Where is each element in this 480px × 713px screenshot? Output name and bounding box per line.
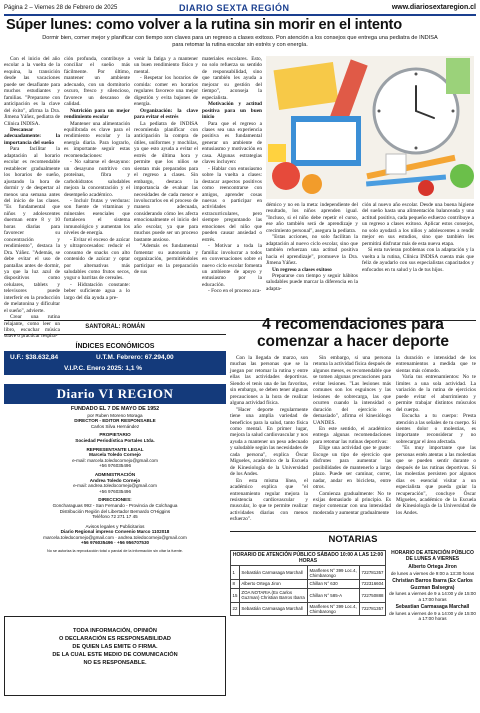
admin-name: Andrea Toledo Cornejo xyxy=(89,477,141,483)
article1-lead: Dormir bien, comer mejor y planificar con tiempo son claves para un regreso a clases exitoso. Pon atención a los consejos que entrega una pediatra de INDISA para retomar la rutina escolar sin estrés y con energía. xyxy=(42,35,438,48)
legal-email[interactable]: e-mail: marcela.toledocornejo@gmail.com xyxy=(72,457,158,463)
masthead-logo: Diario VI REGION xyxy=(4,384,226,404)
notice-line: DE QUIEN LAS EMITE O FIRMA. xyxy=(72,644,158,650)
indices-title: ÍNDICES ECONÓMICOS xyxy=(75,343,155,350)
paragraph: Para que el regreso a clases sea una experiencia positiva es fundamental generar un ambiente de entusiasmo y motivación en casa. Algunas estrategias claves incluyen: xyxy=(202,120,262,166)
paragraph: "Hacer deporte regularmente tiene una amplia variedad de beneficios para la salud, tanto física como mental. En primer lugar, mejora la salud cardiovascular y nos ayuda a mantener un peso adecuado y saludable según las necesidades de cada persona", explica Óscar Migueles, académico de la Escuela de Kinesiología de la Universidad de los Andes. xyxy=(230,406,308,478)
school-supplies-illustration xyxy=(266,56,474,199)
subheading: Nutrición para un mejor rendimiento escolar xyxy=(64,107,130,121)
legal-rep: Marcela Toledo Cornejo xyxy=(89,452,141,458)
notarias-divider xyxy=(230,531,476,532)
ads-label: Avisos legales y Publicitarios xyxy=(85,523,145,529)
table-row xyxy=(231,602,386,616)
paragraph: Prepararse con tiempo y seguir hábitos saludables puede marcar la diferencia en la adapta- xyxy=(266,272,358,292)
paragraph: - Hablar con entusiasmo sobre la vuelta a clases: destacar aspectos positivos como reencontrarse con amigos, aprender cosas nuevas o participar en actividades extracurriculares, pero siempre preguntando las emociones del niño que pueden causar ansiedad o estrés. xyxy=(202,165,262,243)
paragraph: - Hidratación constante: beber suficiente agua a lo largo del día ayuda a pre- xyxy=(64,281,130,301)
saturday-header: HORARIO DE ATENCIÓN PÚBLICO SÁBADO 10:00 A LAS 12:00 HORAS xyxy=(231,551,386,566)
paragraph: La pediatra de INDISA recomienda planificar con anticipación la compra de útiles, uniformes y mochilas, ya que esto ayuda a evitar el estrés de última hora y permite que los niños se sientan más preparados para el regreso a clases. Sin embargo, destaca la importancia de evaluar las necesidades de cada menor e involucrarlos en el proceso de manera adecuada, considerando cómo les afecta emocionalmente el inicio del año escolar, ya que para muchos puede ser un proceso bastante ansioso. xyxy=(134,120,198,243)
notary-name: Sebastián Carmasaga Marchall xyxy=(239,566,307,580)
weekday-hours: de lunes a viernes de 9 a 14:00 y de 15:00 a 17:00 horas xyxy=(389,610,476,622)
row-number: 15 xyxy=(231,588,240,602)
weekday-hours: de lunes a viernes de 9:00 a 13:30 horas xyxy=(390,570,475,576)
owner: Sociedad Periodística Portales Ltda. xyxy=(75,437,155,443)
newspaper-brand: DIARIO SEXTA REGIÓN xyxy=(179,3,290,13)
notary-name: Alberto Ortega Jiron xyxy=(239,580,307,589)
weekday-notary-name: Alberto Ortega Jiron xyxy=(408,564,457,571)
table-row xyxy=(231,566,386,580)
paragraph: Mantener una alimentación equilibrada es clave para el rendimiento escolar y la energía diaria. Para lograrlo, es importante seguir estas recomendaciones: xyxy=(64,120,130,159)
notice-line: TODA INFORMACIÓN, OPINIÓN xyxy=(73,628,157,634)
row-number: 22 xyxy=(231,602,240,616)
notarias-title: NOTARIAS xyxy=(328,534,378,545)
sidebar-divider xyxy=(4,334,226,335)
subheading: Organización: la clave para evitar el estrés xyxy=(134,107,198,121)
director: Carlos Silva Hernández xyxy=(90,423,140,429)
paragraph: En este sentido, el académico entrega algunas recomendaciones para retomar las rutinas deportivas: xyxy=(313,425,391,445)
founder: por Ruben Moreno Moraga xyxy=(87,412,143,418)
notice-line: O DECLARACIÓN ES RESPONSABILIDAD xyxy=(59,636,171,642)
notary-phone: 722781357 xyxy=(360,602,386,616)
notary-address: Manfleres N° 399 Loc.4, Chimbarongo xyxy=(308,602,360,616)
director-label: DIRECTOR - EDITOR RESPONSABLE xyxy=(74,418,156,424)
contact-emails[interactable]: marcela.toledocornejo@gmail.com · andrea.toledocornejo@gmail.com xyxy=(43,534,187,540)
page-date: Página 2 – Viernes 28 de Febrero de 2025 xyxy=(4,5,118,11)
weekday-header: HORARIO DE ATENCIÓN PÚBLICO DE LUNES A VIERNES xyxy=(391,550,474,563)
paragraph: "Estas acciones, no solo facilitan la adaptación al nuevo ciclo escolar, sino que también refuerzan una actitud positiva hacia el aprendizaje", promueve la Dra. Jimena Yáñez. xyxy=(266,234,358,267)
uf-value: U.F.: $38.632,84 xyxy=(10,354,59,361)
weekday-hours: de lunes a viernes de 9 a 14:00 y de 15:00 a 17:00 horas xyxy=(389,590,476,602)
legal-label: REPRESENTANTE LEGAL xyxy=(86,446,144,452)
indices-box xyxy=(4,351,226,375)
agreement: Diario Regional impreso Convenio Marco 1102018 xyxy=(60,529,170,535)
table-row xyxy=(231,580,386,589)
subheading: Descansar adecuadamente: la importancia del sueño xyxy=(4,126,60,146)
notary-address: Manfleres N° 399 Loc.4, Chimbarongo xyxy=(308,566,360,580)
article1-column-2 xyxy=(64,56,130,318)
notary-phone: 722316604 xyxy=(360,580,386,589)
notary-phone: 722781357 xyxy=(360,566,386,580)
notarias-weekday-box xyxy=(389,550,476,622)
paragraph: la duración e intensidad de los entrenamientos a medida que te sientas más cómodo. xyxy=(396,355,476,374)
paragraph: - Foco en el proceso aca- xyxy=(208,288,262,295)
contact-phones: +56 976035496 · +56 956707530 xyxy=(80,540,150,546)
ipc-value: V.I.P.C. Enero 2025: 1,1 % xyxy=(64,365,143,372)
newsroom-phone: Teléfono 72 271 17 45 xyxy=(92,514,138,520)
paragraph: Si esta tuvieran problemas con la adaptación y la vuelta a la rutina, Clínica INDISA cuenta más que feliz de ayudarlo con sus especialistas capacitados y enfocados en tu salud y la de tus hijos. xyxy=(362,247,474,273)
disclaimer: No se autoriza la reproducción total o parcial de la información sin citar la fuente. xyxy=(47,549,183,554)
distribution: Distribución Región del Libertador Bernardo O'Higgins xyxy=(59,508,171,514)
article1-column-1 xyxy=(4,56,60,340)
notary-address: Chillan N° 630 xyxy=(308,580,360,589)
paragraph: "Es muy importante que las personas estén atentas a las molestias que se pueden sentir durante o después de las rutinas deportivas. Si las molestias persisten por algunos días es esencial visitar a un especialista que pueda guiar la recuperación", concluye Óscar Migueles, académico de la Escuela de Kinesiología de la Universidad de los Andes. xyxy=(396,445,476,516)
notice-line: DE LA CUAL ESTE MEDIO DE COMUNICACIÓN xyxy=(52,652,178,658)
paragraph: venir la fatiga y a mantener un buen rendimiento físico y mental. xyxy=(134,56,198,75)
article1-headline: Súper lunes: como volver a la rutina sin morir en el intento xyxy=(6,17,402,33)
paragraph: Varía tus entrenamientos: No te limites a una sola actividad. La variación de la rutina de ejercicios puede evitar el aburrimiento y permite trabajar distintos músculos del cuerpo. xyxy=(396,374,476,413)
paragraph: Escucha a tu cuerpo: Presta atención a las señales de tu cuerpo. Si sientes dolor o molestias, es importante reconsiderar y no sobrecargar el área afectada. xyxy=(396,413,477,445)
paragraph: "Además es fundamental fomentar su autonomía y organización, permitiéndoles participar en la preparación de sus xyxy=(134,243,198,275)
notary-phone: 722750888 xyxy=(360,588,386,602)
notarias-saturday-table xyxy=(230,550,386,616)
paragraph: ción al nuevo año escolar. Desde una buena higiene del sueño hasta una alimentación balanceada y una actitud positiva, cada pequeño esfuerzo contribuye a un regreso a clases exitoso. Aplicar estos consejos, no solo ayudará a los niños y adolescentes a rendir mejor en sus estudios, sino que también les permitirá disfrutar más de esta nueva etapa. xyxy=(362,202,474,247)
paragraph: Con el inicio del año escolar a la vuelta de la esquina, la transición desde las vacaciones puede ser desafiante para muchos estudiantes y familias. "Prepararse con anticipación es la clave del éxito", afirma la Dra. Jimena Yáñez, pediatra de Clínica INDISA. xyxy=(4,56,60,127)
responsibility-notice xyxy=(4,616,226,696)
subheading: Motivación y actitud positiva para un buen inicio xyxy=(202,101,262,121)
article2-column-1 xyxy=(230,355,308,531)
masthead-staff xyxy=(4,407,226,555)
row-number: 8 xyxy=(231,580,240,589)
admin-phone: +56 976035496 xyxy=(98,488,132,494)
article1-column-3 xyxy=(134,56,198,318)
article2-column-2 xyxy=(313,355,391,531)
paragraph: - No saltarse el desayuno: un desayuno nutritivo con proteínas, fibra y carbohidratos saludables mejora la concentración y el desempeño académico. xyxy=(64,159,130,198)
notice-line: NO ES RESPONSABLE. xyxy=(83,660,147,666)
article1-column-6 xyxy=(362,202,474,318)
admin-label: ADMINISTRACIÓN xyxy=(94,471,136,477)
paragraph: Elige una actividad que te guste: Escoge un tipo de ejercicio que disfrutes para aumentar las posibilidades de mantenerlo a largo plazo. Puede ser caminar, correr, nadar, andar en bicicleta, entre otros. xyxy=(313,445,391,491)
paragraph: Comienza gradualmente: No te exijas demasiado al principio. Es mejor comenzar con una intensidad moderada y aumentar gradualmente xyxy=(313,490,391,516)
founded: FUNDADO EL 7 DE MAYO DE 1952 xyxy=(70,406,160,412)
paragraph: - Respetar los horarios de comida: comer en horarios regulares favorece una mejor digestión y evita bajones de energía. xyxy=(134,75,198,108)
paragraph: - Incluir frutas y verduras: son fuente de vitaminas y minerales esenciales que fortalecen el sistema inmunológico y aumentan los niveles de energía. xyxy=(64,197,130,237)
address-label: DIRECCIONES: xyxy=(98,497,132,503)
notary-name: ZOA NOTARIA (Ex Carlos Guzman) Christian Barros Ibarra xyxy=(239,588,307,602)
page-header xyxy=(4,2,476,14)
paragraph: Sin embargo, si una persona retoma la actividad física después de algunos meses, es recomendable que se tomen algunas precauciones para evitar lesiones. "Las lesiones más comunes son los esguinces y las lesiones de sobrecarga, las que ocurren cuando la intensidad o duración del ejercicio es demasiado", afirma el kinesiólogo UANDES. xyxy=(313,355,391,426)
utm-value: U.T.M. Febrero: 67.294,00 xyxy=(96,354,174,361)
admin-email[interactable]: e-mail: andrea.toledocornejo@gmail.com xyxy=(73,483,157,489)
legal-phone: +56 976035496 xyxy=(98,463,132,469)
paragraph: Para facilitar la adaptación al horario escolar es recomendable restablecer gradualmente los horarios de sueño, ajustando la hora de dormir y de despertar al menos una semana antes del inicio de las clases. "Es fundamental que niños y adolescentes duerman entre 8 y 10 horas diarias para favorecer su concentración y rendimiento", destaca la Dra. Yáñez. "Además, se debe evitar el uso de pantallas antes de dormir, ya que la luz azul de dispositivos como celulares, tablets y televisores puede interferir en la producción de melatonina y dificultar el sueño", advierte. xyxy=(4,146,60,314)
article1-column-4 xyxy=(202,56,262,318)
owner-label: PROPIETARIO xyxy=(99,432,131,438)
paragraph: En esta misma línea, el académico explica que "el entrenamiento regular mejora la resistencia cardiovascular y muscular, lo que te permite realizar actividades diarias con menos esfuerzo". xyxy=(230,477,308,523)
row-number: 1 xyxy=(231,566,240,580)
paragraph: - Evitar el exceso de azúcar y ultraprocesados: reducir el consumo de snacks con alto contenido de azúcar y optar por alternativas más saludables como frutos secos, yogur o barritas de cereales. xyxy=(64,236,130,282)
santoral: SANTORAL: ROMÁN xyxy=(85,324,145,330)
table-row xyxy=(231,588,386,602)
paragraph: - Motivar a toda la familia: involucrar a todos en conversaciones sobre el nuevo ciclo escolar fomenta un ambiente de apoyo y entusiasmo por la educación. xyxy=(202,243,262,288)
weekday-notary-name: Sebastian Carmasaga Marchall xyxy=(395,604,470,611)
paragraph: Con la llegada de marzo, son muchas las personas que se la juegan por retomar la rutina y entre ellas las actividades deportivas. Siendo el tenis una de las favoritas, sin embargo, se deben tener algunas precauciones a la hora de realizar alguna actividad física. xyxy=(230,355,308,407)
paragraph: démico y no en la meta: independiente del resultado, los niños aprenden igual. "Incluso, si el niño debe repetir el curso, ese año también será de aprendizaje y crecimiento personal", asegura la pediatra. xyxy=(266,202,358,234)
paragraph: materiales escolares. Esto, no solo refuerza su sentido de responsabilidad, sino que también les ayuda a mejorar su gestión del tiempo", aconseja la especialista. xyxy=(202,56,262,101)
newspaper-url[interactable]: www.diariosextaregion.cl xyxy=(391,4,476,11)
article1-column-5 xyxy=(266,202,358,318)
article2-column-3 xyxy=(396,355,476,531)
notary-name: Sebastián Carmasaga Marchall xyxy=(239,602,307,616)
paragraph: ción profunda, contribuye a conciliar el sueño más fácilmente. Por último, mantener un ambiente adecuado, con un dormitorio oscuro, fresco y silencioso, favorece un descanso de calidad. xyxy=(64,56,130,108)
article1-photo xyxy=(266,56,474,199)
subheading: Un regreso a clases exitoso xyxy=(272,266,332,273)
weekday-notary-name: Christian Barros Ibarra (Ex Carlos Guzman Balsegra) xyxy=(392,578,473,591)
address: Goncharaguas 992 - San Fernando - Provincia de Colchagua xyxy=(52,502,178,508)
paragraph: Crear una rutina relajante, como leer un libro, escuchar música suave o practicar respira- xyxy=(4,314,60,340)
article2-headline: 4 recomendaciones para comenzar a hacer deporte xyxy=(256,316,450,350)
notary-address: Chillan N° 585-A xyxy=(308,588,360,602)
